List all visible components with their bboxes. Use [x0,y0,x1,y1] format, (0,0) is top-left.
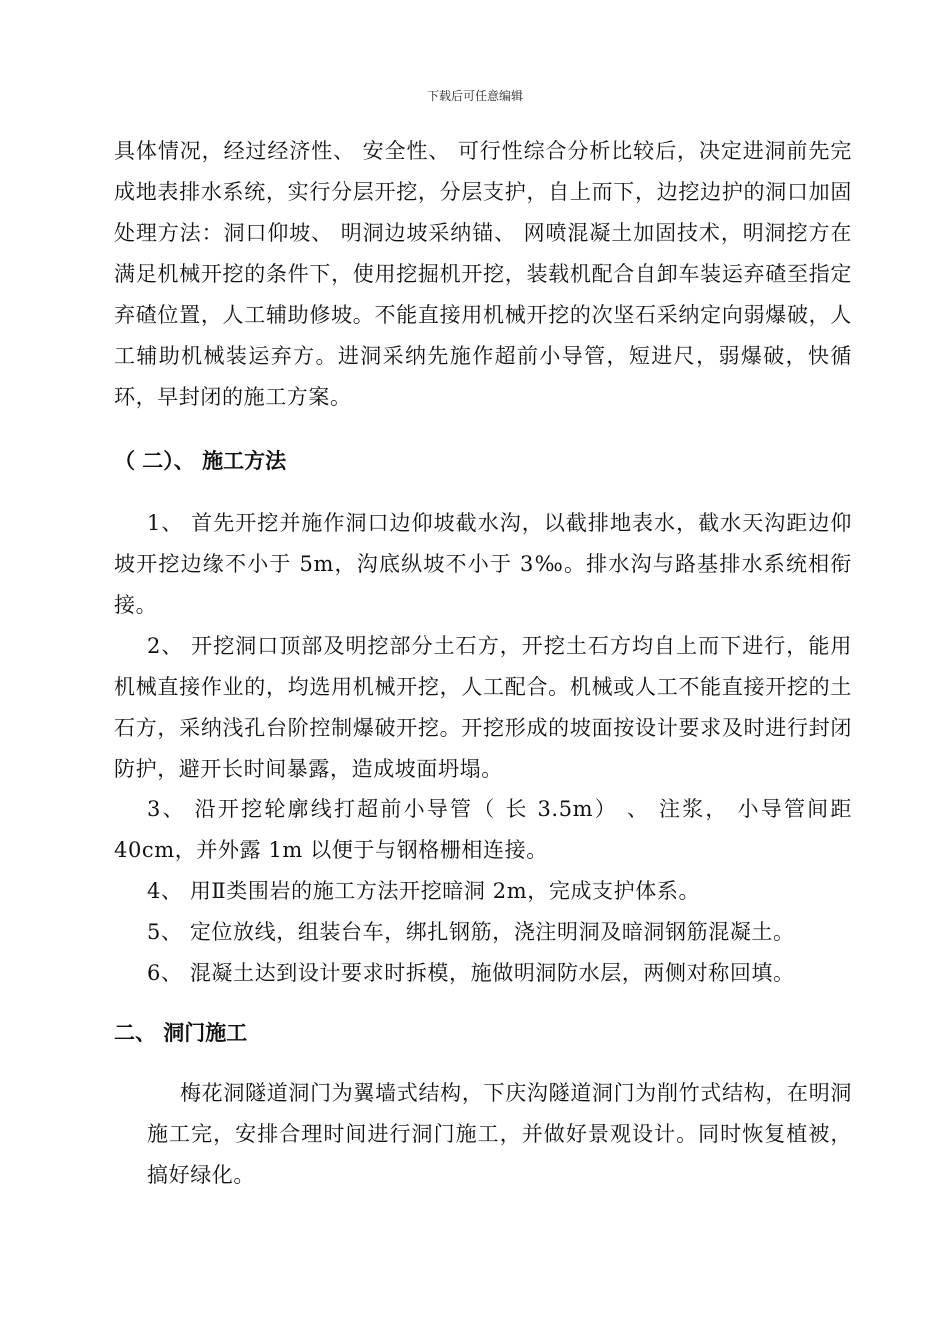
method-item-1: 1、 首先开挖并施作洞口边仰坡截水沟，以截排地表水，截水天沟距边仰坡开挖边缘不小于 5m，沟底纵坡不小于 3‰。排水沟与路基排水系统相衔接。 [114,511,852,617]
method-item-2: 2、 开挖洞口顶部及明挖部分土石方，开挖土石方均自上而下进行，能用机械直接作业的，均选用机械开挖，人工配合。机械或人工不能直接开挖的土石方，采纳浅孔台阶控制爆破开挖。开挖形成的坡面按设计要求及时进行封闭防护，避开长时间暴露，造成坡面坍塌。 [114,634,852,781]
section-heading-portal-construction: 二、 洞门施工 [114,1021,248,1045]
method-item-5: 5、 定位放线，组装台车，绑扎钢筋，浇注明洞及暗洞钢筋混凝土。 [147,920,795,944]
method-item-6: 6、 混凝土达到设计要求时拆模，施做明洞防水层，两侧对称回填。 [147,961,795,985]
method-item-3: 3、 沿开挖轮廓线打超前小导管（ 长 3.5m） 、 注浆， 小导管间距 40cm，并外露 1m 以便于与钢格栅相连接。 [114,797,852,862]
intro-paragraph: 具体情况，经过经济性、 安全性、 可行性综合分析比较后，决定进洞前先完成地表排水系统，实行分层开挖，分层支护，自上而下，边挖边护的洞口加固处理方法：洞口仰坡、 明洞边坡采纳锚、 网喷混凝土加固技术，明洞挖方在满足机械开挖的条件下，使用挖掘机开挖，装载机配合自卸车装运弃碴至指定弃碴位置，人工辅助修坡。不能直接用机械开挖的次坚石采纳定向弱爆破，人工辅助机械装运弃方。进洞采纳先施作超前小导管，短进尺，弱爆破，快循环，早封闭的施工方案。 [114,139,852,409]
page-header: 下载后可任意编辑 [426,89,523,103]
method-item-4: 4、 用Ⅱ类围岩的施工方法开挖暗洞 2m，完成支护体系。 [147,879,701,903]
portal-paragraph: 梅花洞隧道洞门为翼墙式结构，下庆沟隧道洞门为削竹式结构，在明洞施工完，安排合理时间进行洞门施工，并做好景观设计。同时恢复植被，搞好绿化。 [147,1081,852,1187]
section-heading-construction-method: （ 二）、 施工方法 [114,449,287,473]
